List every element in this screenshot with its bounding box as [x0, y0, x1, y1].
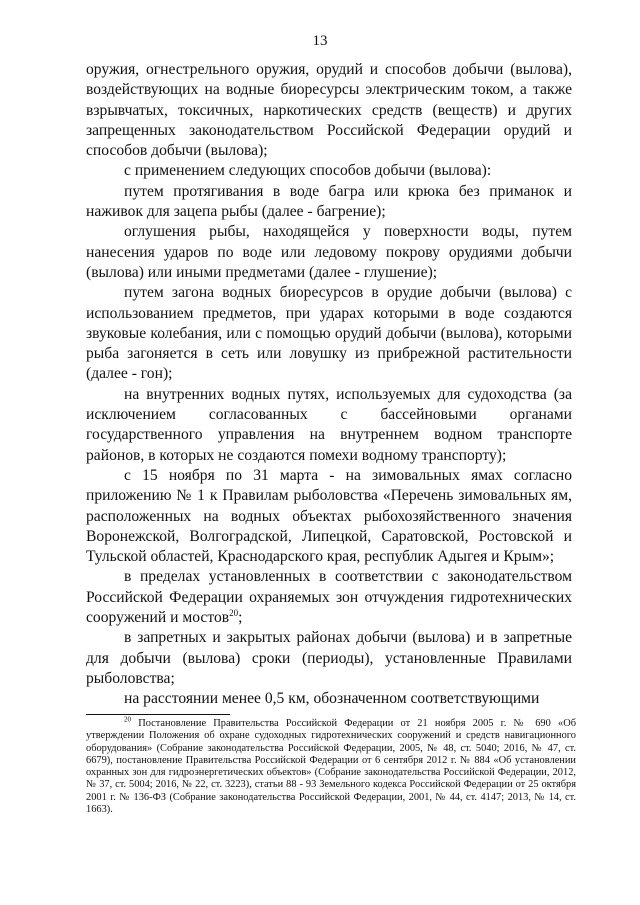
page-number: 13 — [312, 33, 328, 49]
body-text — [86, 60, 572, 710]
paragraph-glushenie: оглушения рыбы, находящейся у поверхности воды, путем нанесения ударов по воде или ледовому покрову орудиями добычи (вылова) или иными предметами (далее - глушение); — [86, 223, 572, 281]
protected-zones-text: в пределах установленных в соответствии с законодательством Российской Федерации охраняемых зон отчуждения гидротехнических сооружений и мостов — [86, 568, 572, 627]
protected-zones-end: ; — [238, 609, 243, 627]
paragraph-wintering-pits: с 15 ноября по 31 марта - на зимовальных ямах согласно приложению № 1 к Правилам рыболовства «Перечень зимовальных ям, расположенных на водных объектах рыбохозяйственного значения Воронежской, Волгоградской, Липецкой, Саратовской, Ростовской и Тульской областей, Краснодарского края, республик Адыгея и Крым»; — [86, 466, 572, 566]
footnote-separator — [86, 714, 230, 715]
paragraph-continuation: оружия, огнестрельного оружия, орудий и способов добычи (вылова), воздействующих на водные биоресурсы электрическим током, а также взрывчатых, токсичных, наркотических средств (веществ) и других запрещенных законодательством Российской Федерации орудий и способов добычи (вылова); — [86, 61, 572, 160]
footnote — [86, 715, 576, 816]
paragraph-bagrenie: путем протягивания в воде багра или крюка без приманок и наживок для зацепа рыбы (далее - багрение); — [86, 182, 572, 221]
paragraph-distance: на расстоянии менее 0,5 км, обозначенном соответствующими — [124, 690, 540, 708]
footnote-marker: 20 — [124, 715, 131, 724]
footnote-text: Постановление Правительства Российской Федерации от 21 ноября 2005 г. № 690 «Об утверждении Положения об охране судоходных гидротехнических сооружений и средств навигационного оборудования» (Собрание законодательства Российской Федерации, 2005, № 48, ст. 5040; 2016, № 47, ст. 6679), постановление Правительства Российской Федерации от 6 сентября 2012 г. № 884 «Об установлении охранных зон для гидроэнергетических объектов» (Собрание законодательства Российской Федерации, 2012, № 37, ст. 5004; 2016, № 22, ст. 3223), статьи 88 - 93 Земельного кодекса Российской Федерации от 25 октября 2001 г. № 136-ФЗ (Собрание законодательства Российской Федерации, 2001, № 44, ст. 4147; 2013, № 14, ст. 1663). — [86, 718, 576, 816]
paragraph-gon: путем загона водных биоресурсов в орудие добычи (вылова) с использованием предметов, при ударах которыми в воде создаются звуковые колебания, или с помощью орудий добычи (вылова), которыми рыба загоняется в сеть или ловушку из прибрежной растительности (далее - гон); — [86, 284, 572, 383]
paragraph-methods-intro: с применением следующих способов добычи (вылова): — [124, 162, 492, 180]
footnote-reference: 20 — [229, 607, 239, 618]
paragraph-closed-areas: в запретных и закрытых районах добычи (вылова) и в запретные для добычи (вылова) сроки (периоды), установленные Правилами рыболовства; — [86, 629, 572, 687]
paragraph-protected-zones — [86, 567, 572, 628]
paragraph-waterways: на внутренних водных путях, используемых для судоходства (за исключением согласованных с бассейновыми органами государственного управления на внутреннем водном транспорте районов, в которых не создаются помехи водному транспорту); — [86, 385, 572, 464]
